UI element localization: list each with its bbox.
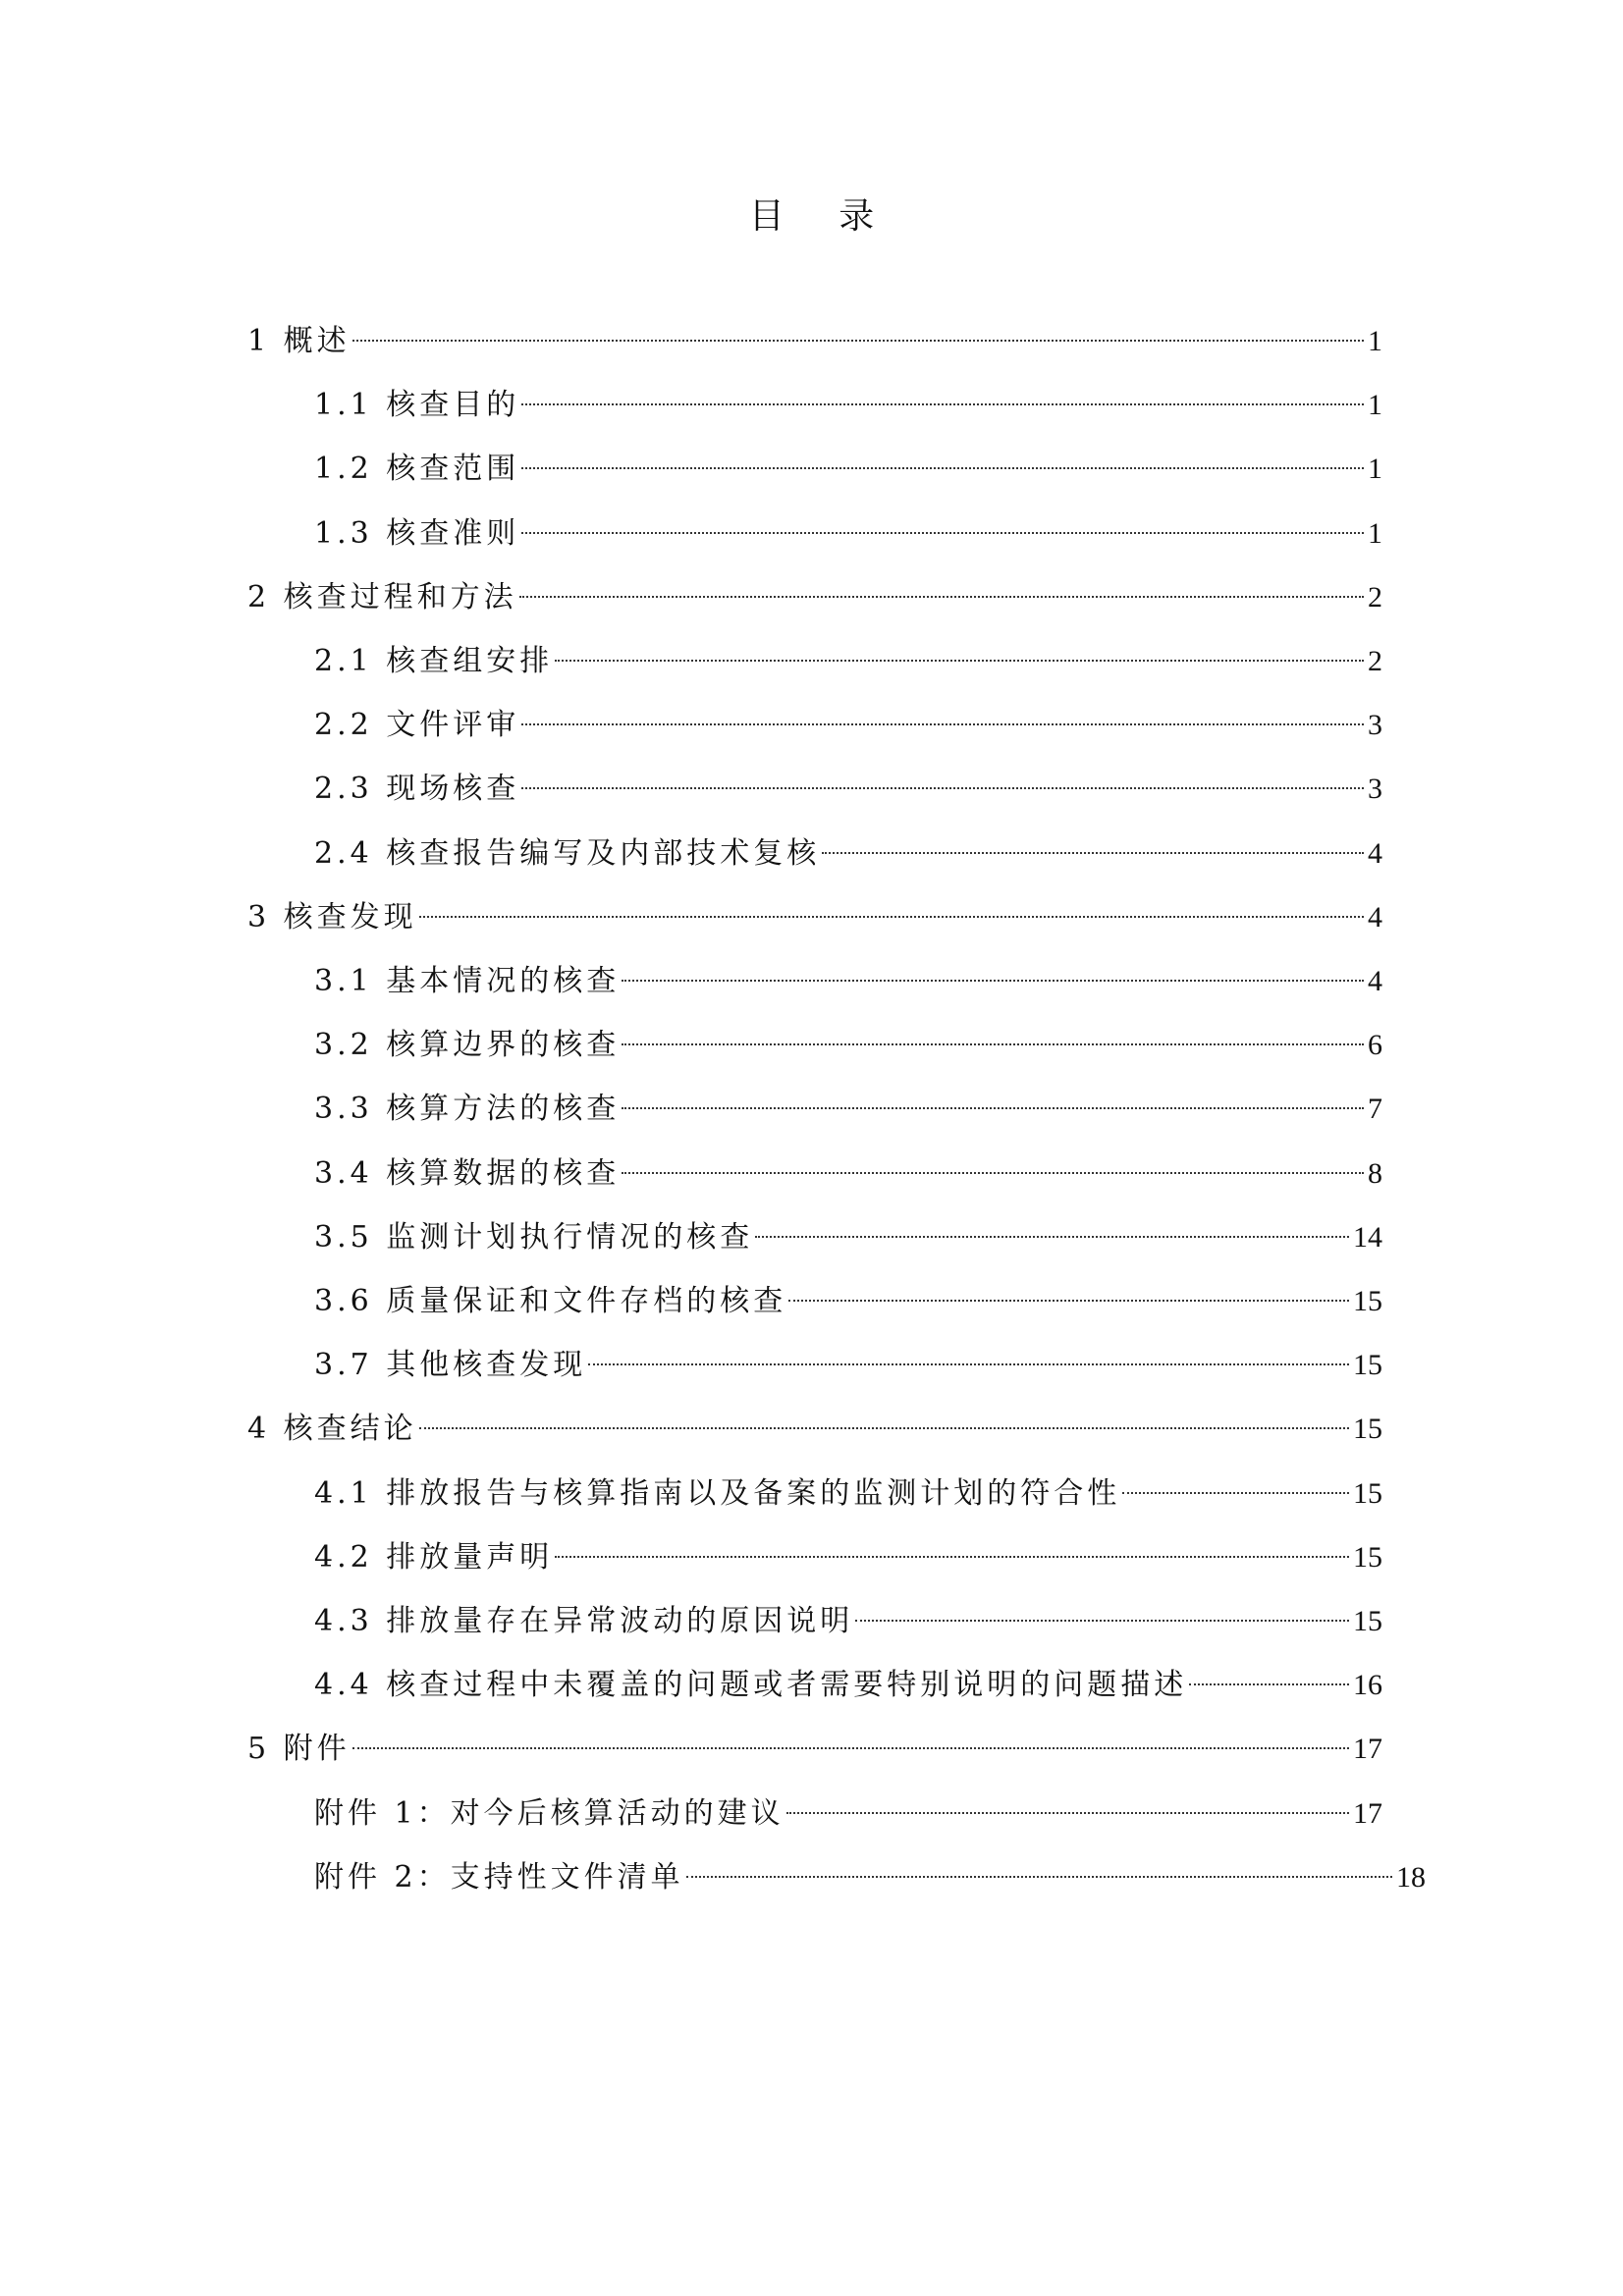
toc-entry-page-number: 3 <box>1368 773 1382 806</box>
toc-entry-page-number: 6 <box>1368 1029 1382 1062</box>
dot-leader <box>622 1172 1364 1174</box>
toc-entry-label: 3.3 核算方法的核查 <box>314 1092 621 1127</box>
toc-entry-page-number: 1 <box>1368 325 1382 357</box>
toc-entry-page-number: 16 <box>1353 1669 1382 1702</box>
toc-entry-page-number: 17 <box>1353 1796 1382 1830</box>
toc-entry[interactable] <box>314 509 1382 559</box>
toc-entry[interactable] <box>247 573 1382 622</box>
toc-entry[interactable] <box>314 701 1382 750</box>
dot-leader <box>622 1043 1364 1045</box>
toc-entry-label: 4.3 排放量存在异常波动的原因说明 <box>314 1604 854 1638</box>
toc-entry[interactable] <box>314 1341 1382 1390</box>
toc-entry-page-number: 15 <box>1353 1605 1382 1637</box>
toc-entry[interactable] <box>314 381 1382 430</box>
dot-leader <box>855 1620 1349 1622</box>
toc-entry-page-number: 1 <box>1368 453 1382 486</box>
toc-entry-label: 1 概述 <box>247 324 351 358</box>
dot-leader <box>822 852 1364 854</box>
toc-entry-label: 2.2 文件评审 <box>314 708 520 743</box>
dot-leader <box>686 1876 1392 1878</box>
toc-entry[interactable] <box>247 317 1382 366</box>
toc-entry[interactable] <box>314 957 1382 1006</box>
toc-entry-page-number: 7 <box>1368 1093 1382 1126</box>
dot-leader <box>755 1236 1349 1238</box>
toc-entry[interactable] <box>314 765 1382 814</box>
toc-entry-page-number: 15 <box>1353 1540 1382 1574</box>
toc-entry-page-number: 8 <box>1368 1156 1382 1190</box>
toc-entry[interactable] <box>314 1213 1382 1262</box>
toc-entry-page-number: 4 <box>1368 836 1382 870</box>
dot-leader <box>588 1363 1349 1365</box>
dot-leader <box>521 723 1364 725</box>
toc-entry-label: 1.2 核查范围 <box>314 452 520 487</box>
toc-entry[interactable] <box>314 637 1382 686</box>
toc-entry-label: 附件 1：对今后核算活动的建议 <box>314 1795 784 1831</box>
dot-leader <box>352 1747 1349 1749</box>
toc-entry[interactable] <box>314 1469 1382 1519</box>
toc-entry-label: 附件 2：支持性文件清单 <box>314 1859 684 1895</box>
toc-entry-page-number: 2 <box>1368 645 1382 677</box>
toc-entry-page-number: 15 <box>1353 1285 1382 1317</box>
toc-entry-label: 5 附件 <box>247 1732 351 1767</box>
toc-entry[interactable] <box>314 1789 1382 1839</box>
toc-entry[interactable] <box>247 1725 1382 1774</box>
toc-entry-label: 4 核查结论 <box>247 1412 417 1447</box>
dot-leader <box>788 1300 1349 1302</box>
toc-entry-page-number: 14 <box>1353 1220 1382 1254</box>
toc-entry-label: 3.4 核算数据的核查 <box>314 1155 621 1191</box>
toc-entry-label: 3.6 质量保证和文件存档的核查 <box>314 1284 787 1318</box>
toc-entry-label: 1.3 核查准则 <box>314 515 520 551</box>
toc-entry-page-number: 1 <box>1368 516 1382 550</box>
dot-leader <box>786 1812 1349 1814</box>
toc-entry[interactable] <box>314 1597 1382 1646</box>
dot-leader <box>352 340 1364 342</box>
toc-entry-label: 2.1 核查组安排 <box>314 644 554 678</box>
toc-entry-label: 3.5 监测计划执行情况的核查 <box>314 1219 754 1255</box>
toc-entry[interactable] <box>314 829 1382 879</box>
toc-entry[interactable] <box>314 1533 1382 1582</box>
toc-entry-page-number: 15 <box>1353 1413 1382 1446</box>
toc-entry-page-number: 4 <box>1368 965 1382 997</box>
toc-entry[interactable] <box>247 1405 1382 1454</box>
dot-leader <box>521 403 1364 405</box>
toc-entry-page-number: 17 <box>1353 1733 1382 1766</box>
toc-entry-page-number: 15 <box>1353 1476 1382 1510</box>
toc-entry[interactable] <box>314 1853 1426 1902</box>
toc-entry-label: 3 核查发现 <box>247 899 417 934</box>
dot-leader <box>521 532 1364 534</box>
toc-entry-page-number: 15 <box>1353 1349 1382 1382</box>
dot-leader <box>1189 1683 1349 1685</box>
toc-entry-label: 4.4 核查过程中未覆盖的问题或者需要特别说明的问题描述 <box>314 1668 1188 1703</box>
dot-leader <box>419 1427 1349 1429</box>
dot-leader <box>555 1556 1349 1558</box>
toc-entry[interactable] <box>314 1277 1382 1326</box>
toc-entry-page-number: 1 <box>1368 389 1382 422</box>
toc-entry-label: 2.4 核查报告编写及内部技术复核 <box>314 835 821 871</box>
toc-entry[interactable] <box>314 1085 1382 1134</box>
toc-entry-page-number: 3 <box>1368 709 1382 742</box>
toc-entry-page-number: 4 <box>1368 900 1382 934</box>
toc-entry-label: 2.3 现场核查 <box>314 772 520 807</box>
dot-leader <box>622 980 1364 982</box>
dot-leader <box>622 1107 1364 1109</box>
toc-entry[interactable] <box>314 1661 1382 1710</box>
toc-entry-label: 3.1 基本情况的核查 <box>314 964 621 998</box>
toc-entry-label: 4.1 排放报告与核算指南以及备案的监测计划的符合性 <box>314 1475 1121 1511</box>
dot-leader <box>555 660 1364 662</box>
toc-entry-label: 1.1 核查目的 <box>314 388 520 423</box>
toc-entry[interactable] <box>247 893 1382 942</box>
toc-entry-label: 2 核查过程和方法 <box>247 579 517 614</box>
toc-entry-page-number: 18 <box>1396 1860 1426 1894</box>
page-title: 目 录 <box>748 196 896 237</box>
toc-entry-label: 3.7 其他核查发现 <box>314 1348 587 1383</box>
dot-leader <box>521 787 1364 789</box>
toc-entry-label: 3.2 核算边界的核查 <box>314 1028 621 1063</box>
dot-leader <box>1122 1492 1349 1494</box>
dot-leader <box>519 596 1364 598</box>
dot-leader <box>521 467 1364 469</box>
dot-leader <box>419 916 1364 918</box>
toc-entry-page-number: 2 <box>1368 580 1382 614</box>
toc-entry[interactable] <box>314 445 1382 494</box>
toc-entry[interactable] <box>314 1149 1382 1199</box>
toc-entry-label: 4.2 排放量声明 <box>314 1539 554 1575</box>
toc-entry[interactable] <box>314 1021 1382 1070</box>
